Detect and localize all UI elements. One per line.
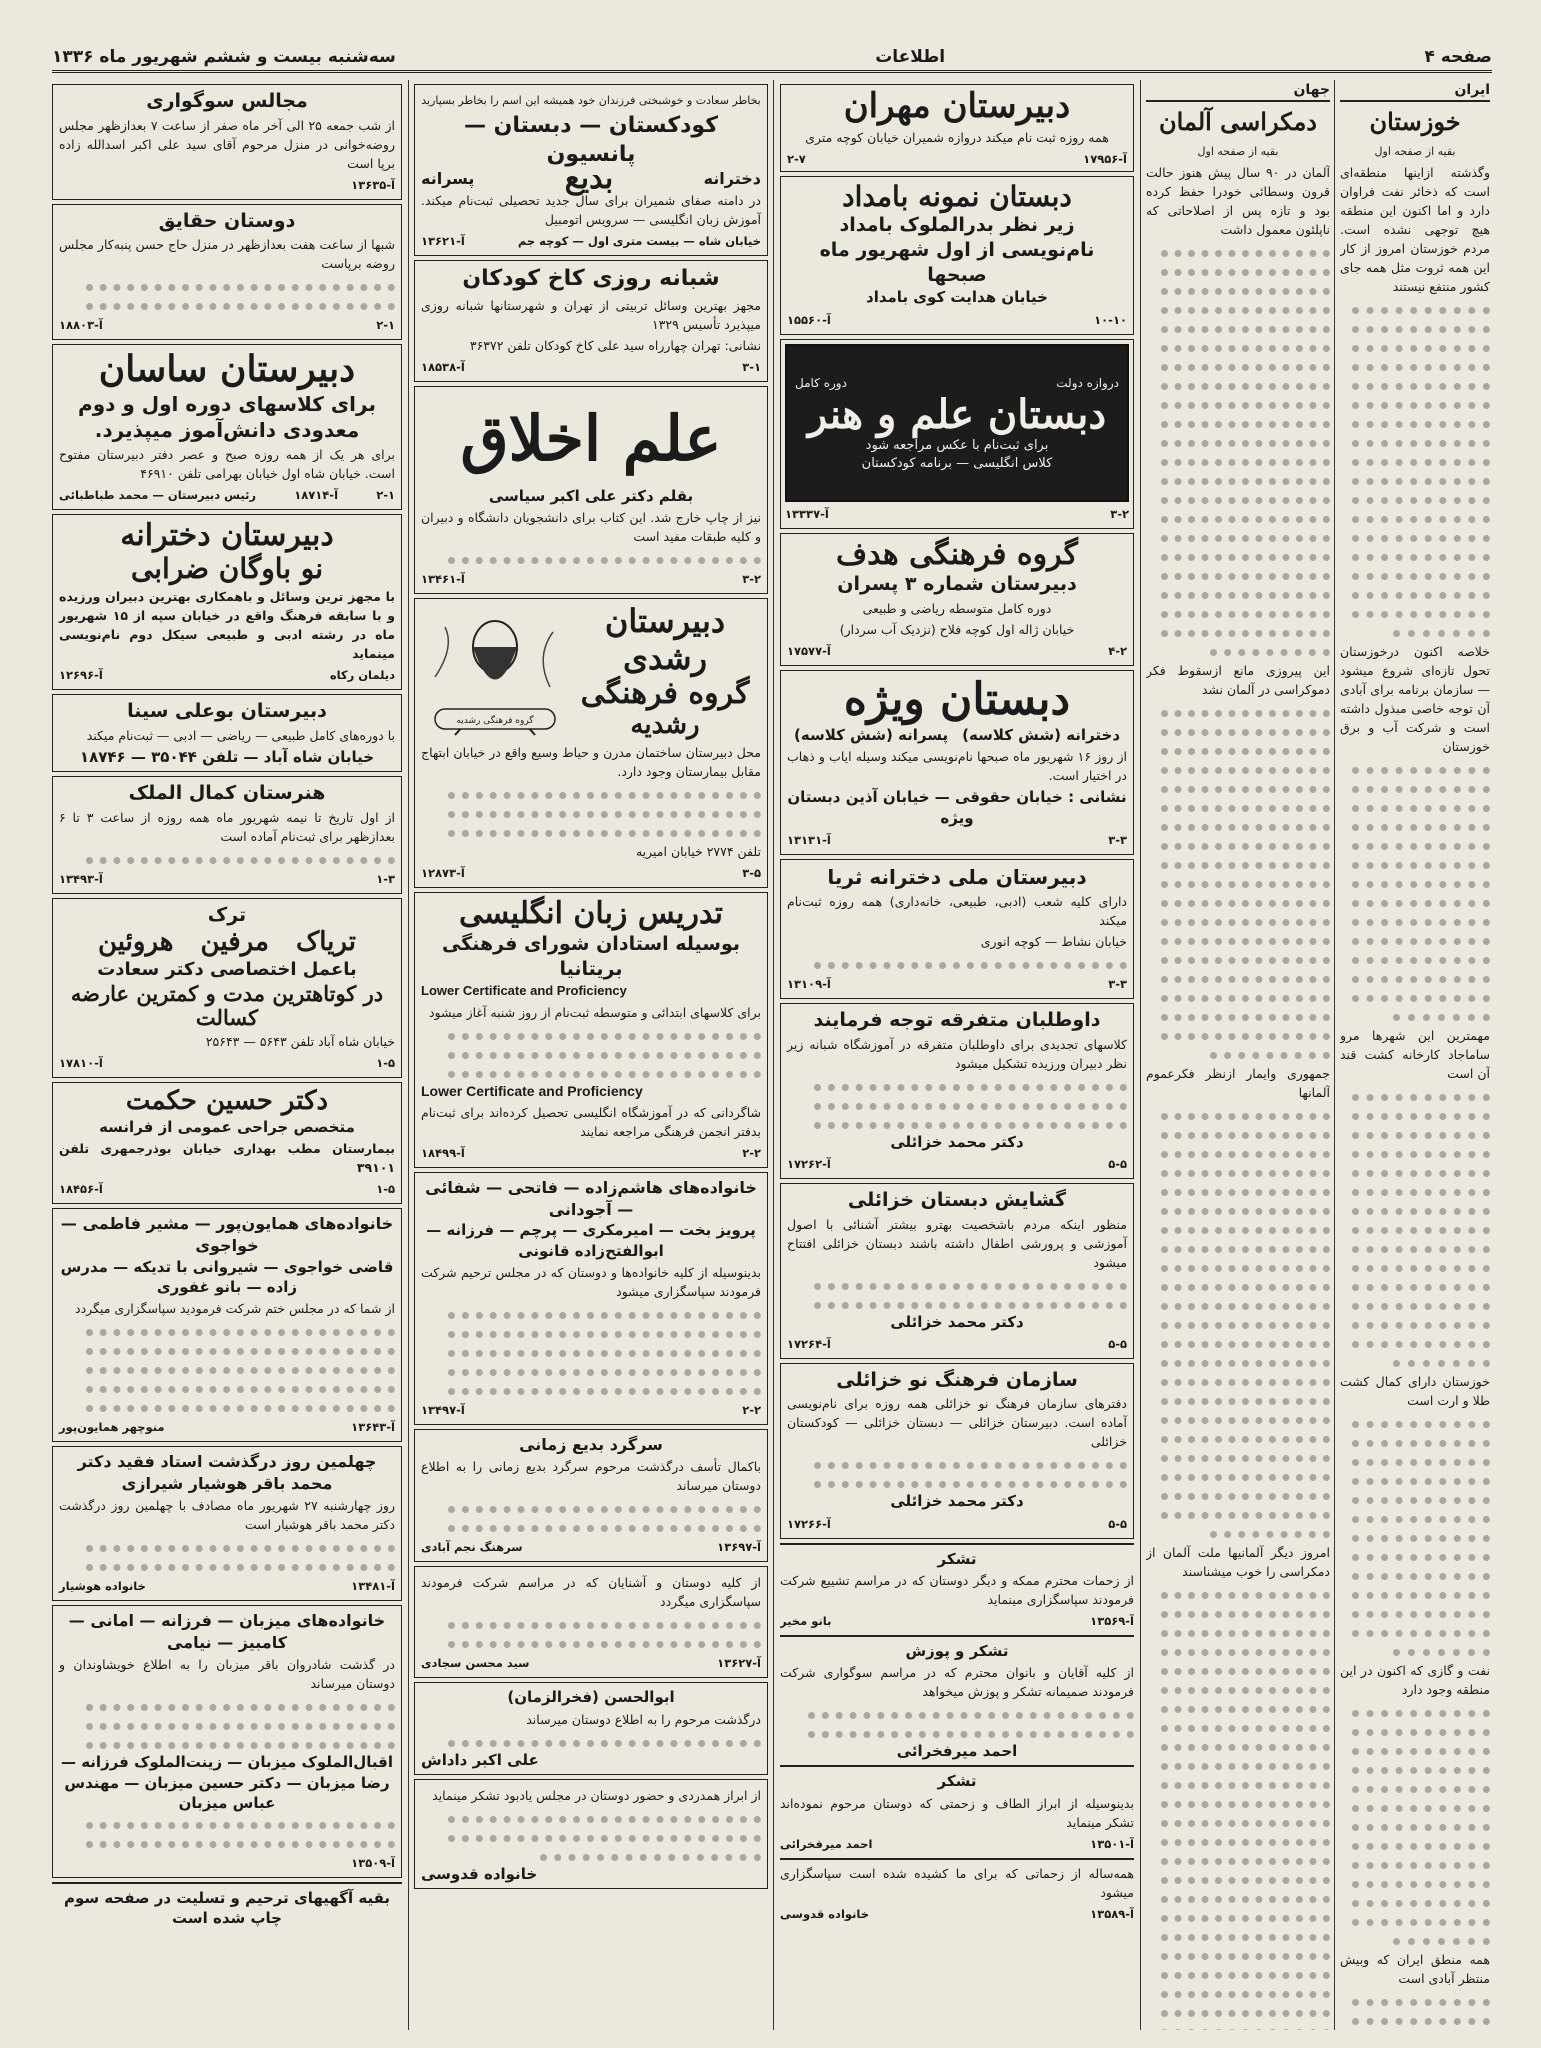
notice-ref: آ-۱۳۵۶۹ bbox=[1090, 1613, 1134, 1628]
article-text: خوزستان دارای کمال کشت طلا و ارت است bbox=[1340, 1373, 1490, 1408]
ad-subtitle: زیر نظر بدرالملوک بامداد bbox=[839, 214, 1075, 237]
notice-title: خانواده‌های همایون‌پور — مشیر فاطمی — خواجوی bbox=[60, 1214, 394, 1255]
ad-address: خیابان شاه آباد — تلفن ۳۵۰۴۴ — ۱۸۷۴۶ bbox=[79, 748, 375, 767]
ad-text: منظور اینکه مردم باشخصیت بهترو بیشتر آشنائی با اصول آموزشی و پرورشی اطفال داشته باشند دبستان خزائلی افتتاح میشود bbox=[787, 1216, 1127, 1270]
ad-code: ۵-۵ bbox=[1108, 1336, 1127, 1351]
article-continued: بقیه از صفحه اول bbox=[1374, 144, 1456, 158]
ad-ref: آ-۱۳۳۳۷ bbox=[785, 506, 829, 521]
notice-thanks-2 bbox=[780, 1771, 1134, 1853]
page-number: صفحه ۴ bbox=[1424, 47, 1492, 67]
ad-signature: دکتر محمد خزائلی bbox=[890, 1132, 1024, 1151]
column-divider bbox=[1140, 80, 1141, 2030]
ad-text: با دوره‌های کامل طبیعی — ریاضی — ادبی — ثبت‌نام میکند bbox=[86, 728, 395, 744]
ad-khazaeli-opening bbox=[780, 1183, 1134, 1359]
ad-latin-text: Lower Certificate and Proficiency bbox=[421, 1083, 643, 1100]
notice-ref: آ-۱۳۴۸۱ bbox=[351, 1579, 395, 1594]
ad-line: برای کلاسهای دوره اول و دوم bbox=[78, 391, 376, 416]
ad-address: تلفن ۲۷۷۴ خیابان امیریه bbox=[635, 844, 761, 860]
ad-roshdi-school bbox=[414, 598, 768, 888]
notice-thanks bbox=[780, 1549, 1134, 1631]
ad-brand: بدیع bbox=[564, 161, 614, 197]
ad-title: گشایش دبستان خزائلی bbox=[847, 1188, 1067, 1211]
article-text: وگذشته ازاینها منطقه‌ای است که ذخائر نفت فراوان دارد و اما اکنون این منطقه هیچ توجهی نشده است. مردم خوزستان امروز از کار این همه ثروت مثل همه جای کشور منتفع نیستند bbox=[1340, 164, 1490, 294]
notice-ref: آ-۱۳۵۸۹ bbox=[1090, 1906, 1134, 1921]
ad-line: نام‌نویسی از اول شهریور ماه صبحها bbox=[819, 238, 1095, 286]
ad-text: دوره کامل متوسطه ریاضی و طبیعی bbox=[862, 600, 1052, 616]
ad-text: از اول تاریخ تا نیمه شهریور ماه همه روزه از ساعت ۳ تا ۶ بعدازظهر برای ثبت‌نام آماده است bbox=[59, 810, 396, 845]
notice-title: تشکر bbox=[937, 1549, 977, 1568]
ad-ref: آ-۱۷۲۶۶ bbox=[787, 1516, 831, 1531]
ad-sasan-school bbox=[52, 344, 402, 509]
notice-title: مجالس سوگواری bbox=[146, 90, 308, 112]
ad-code: ۳-۲ bbox=[1110, 506, 1129, 521]
ad-author: بقلم دکتر علی اکبر سیاسی bbox=[488, 487, 694, 506]
notice-title: خانواده‌های میزبان — فرزانه — امانی — کامبیز — نیامی bbox=[68, 1611, 386, 1652]
ad-title: هنرستان کمال الملک bbox=[128, 782, 326, 805]
notice-text: همه‌ساله از زحماتی که برای ما کشیده شده است سپاسگزاری میشود bbox=[780, 1865, 1134, 1900]
notice-title: سرگرد بدیع زمانی bbox=[519, 1434, 663, 1454]
column-world bbox=[1146, 80, 1330, 2030]
notice-ref: آ-۱۳۵۰۹ bbox=[351, 1856, 395, 1871]
footer-note: بقیه آگهیهای ترحیم و تسلیت در صفحه سوم چاپ شده است bbox=[63, 1889, 391, 1928]
ad-ref: آ-۱۷۲۶۲ bbox=[787, 1156, 831, 1171]
ad-items: تریاک مرفین هروئین bbox=[98, 926, 356, 957]
notice-hooshyar-memorial bbox=[52, 1446, 402, 1601]
notice-ref: آ-۱۳۶۴۳ bbox=[351, 1420, 395, 1435]
ad-ref: آ-۱۳۶۲۱ bbox=[421, 234, 465, 249]
ad-code: ۳-۱ bbox=[742, 359, 761, 374]
issue-date: سه‌شنبه بیست و ششم شهریور ماه ۱۳۳۶ bbox=[52, 47, 396, 67]
article-text: خلاصه اکنون درخوزستان تحول تازه‌ای شروع میشود — سازمان برنامه برای آبادی آن توجه خاصی مبذول داشته است و شرکت آب و برق خوزستان bbox=[1340, 643, 1490, 754]
ad-address: نشانی : خیابان حقوقی — خیابان آذین دبستان ویژه bbox=[787, 788, 1127, 827]
notice-homayounpour-families bbox=[52, 1208, 402, 1442]
notice-code: ۲-۱ bbox=[376, 318, 395, 333]
ad-code: دیلمان رکاه bbox=[329, 668, 395, 683]
ad-code: ۲-۲ bbox=[742, 1146, 761, 1161]
ad-vijeh-school bbox=[780, 670, 1134, 855]
ad-ref: آ-۱۵۵۶۰ bbox=[787, 312, 831, 327]
ad-title: کودکستان — دبستان — پانسیون bbox=[463, 113, 718, 167]
column-ads-c bbox=[414, 80, 768, 2030]
portrait-illustration bbox=[425, 607, 565, 737]
notice-thanks-3 bbox=[780, 1864, 1134, 1924]
ad-soraya-school bbox=[780, 859, 1134, 999]
notice-ref: آ-۱۳۶۹۷ bbox=[717, 1540, 761, 1555]
ad-line: دخترانه bbox=[703, 169, 761, 189]
notice-names: اقبال‌الملوک میزبان — زینت‌الملوک فرزانه — رضا میزبان — دکتر حسین میزبان — مهندس عباس میزبان bbox=[60, 1753, 393, 1812]
ad-title: ترک bbox=[207, 904, 247, 927]
ad-candidates-notice bbox=[780, 1003, 1134, 1179]
ad-code: ۱۰-۱۰ bbox=[1094, 312, 1127, 327]
notice-names: پرویز بخت — امیرمکری — پرچم — فرزانه — ابوالفتح‌زاده قانونی bbox=[426, 1221, 756, 1260]
notice-title: تشکر و پوزش bbox=[905, 1641, 1009, 1660]
notice-title: دوستان حقایق bbox=[158, 209, 296, 232]
ad-code: ۵-۵ bbox=[1108, 1516, 1127, 1531]
article-title: خوزستان bbox=[1369, 107, 1461, 136]
ad-ref: آ-۱۲۸۷۳ bbox=[421, 866, 465, 881]
column-ads-b bbox=[780, 80, 1134, 2030]
ad-text: شاگردانی که در آموزشگاه انگلیسی تحصیل کرده‌اند برای ثبت‌نام بدفتر انجمن فرهنگی مراجعه نمایند bbox=[421, 1105, 761, 1140]
ad-line: کلاس انگلیسی — برنامه کودکستان bbox=[861, 455, 1053, 471]
notice-text: درگذشت مرحوم را به اطلاع دوستان میرساند bbox=[526, 1711, 761, 1727]
ad-ref: آ-۱۸۴۹۹ bbox=[421, 1146, 465, 1161]
column-divider bbox=[773, 80, 774, 2030]
ad-ref: آ-۱۸۴۵۶ bbox=[59, 1182, 103, 1197]
ad-line: معدودی دانش‌آموز میپذیرد. bbox=[94, 417, 360, 442]
ad-title: گروه فرهنگی هدف bbox=[836, 536, 1078, 572]
ad-text: از روز ۱۶ شهریور ماه صبحها نام‌نویسی میکند وسیله ایاب و ذهاب در اختیار است. bbox=[787, 749, 1127, 784]
ad-text: محل دبیرستان ساختمان مدرن و حیاط وسیع واقع در خیابان ابتهاج مقابل بیمارستان وجود دارد. bbox=[421, 745, 761, 780]
section-label: ایران bbox=[1340, 80, 1490, 102]
notice-signature: بانو مخیر bbox=[780, 1613, 832, 1628]
ad-title: علم اخلاق bbox=[460, 401, 722, 475]
ad-signature: دکتر محمد خزائلی bbox=[890, 1312, 1024, 1331]
ad-code: ۲-۱ bbox=[376, 487, 395, 502]
ad-title: تدریس زبان انگلیسی bbox=[458, 896, 724, 932]
article-text: مهمترین این شهرها مرو ساماجاد کارخانه کشت قند آن است bbox=[1340, 1027, 1490, 1081]
ad-code: ۱-۵ bbox=[376, 1056, 395, 1071]
ad-text: دارای کلیه شعب (ادبی، طبیعی، خانه‌داری) همه روزه ثبت‌نام میکند bbox=[787, 893, 1127, 928]
notice-text: بدینوسیله از کلیه خانواده‌ها و دوستان که در مجلس ترحیم شرکت فرمودند سپاسگزاری میشود bbox=[421, 1264, 761, 1299]
notice-title: ابوالحسن (فخرالزمان) bbox=[507, 1688, 675, 1707]
ad-title: دبستان ویژه bbox=[843, 673, 1071, 725]
ad-title: دبیرستان ساسان bbox=[98, 348, 356, 391]
ad-subtitle: بوسیله استادان شورای فرهنگی بریتانیا bbox=[441, 932, 741, 980]
article-text: آلمان در ۹۰ سال پیش هنوز حالت قرون وسطائی خودرا حفظ کرده بود و تازه پس از اصلاحاتی که ناپلئون معمول داشت bbox=[1146, 164, 1330, 237]
ad-address: نشانی: تهران چهارراه سید علی کاخ کودکان تلفن ۳۶۳۷۲ bbox=[469, 337, 761, 353]
notice-text: باکمال تأسف درگذشت مرحوم سرگرد بدیع زمانی را به اطلاع دوستان میرساند bbox=[421, 1459, 761, 1494]
article-text: این پیروزی مانع ازسقوط فکر دموکراسی در آلمان نشد bbox=[1146, 662, 1330, 697]
newspaper-name: اطلاعات bbox=[875, 47, 946, 67]
column-ads-d bbox=[52, 80, 402, 2030]
ad-dr-hekmat bbox=[52, 1082, 402, 1204]
notice-ref: آ-۱۳۵۰۱ bbox=[1090, 1836, 1134, 1851]
ad-address: خیابان شاه — بیست متری اول — کوچه جم bbox=[517, 234, 761, 249]
notice-code: ۲-۲ bbox=[742, 1402, 761, 1417]
ad-address: خیابان ژاله اول کوچه فلاح (نزدیک آب سردار) bbox=[839, 621, 1075, 637]
notice-text: از کلیه آقایان و بانوان محترم که در مراسم سوگواری شرکت فرمودند صمیمانه تشکر و پوزش میخواهد bbox=[780, 1665, 1134, 1700]
ad-code: ۳-۳ bbox=[1108, 976, 1127, 991]
ad-book-ethics bbox=[414, 386, 768, 595]
ad-kakh-koodakan bbox=[414, 260, 768, 382]
notice-text: از زحمات محترم ممکه و دیگر دوستان که در مراسم تشییع شرکت فرمودند سپاسگزاری مینماید bbox=[780, 1572, 1134, 1607]
ad-title: دبیرستان دخترانه bbox=[120, 517, 334, 553]
ad-code: ۳-۲ bbox=[742, 572, 761, 587]
ad-subtitle: دبیرستان شماره ۳ پسران bbox=[837, 573, 1077, 596]
ad-code: ۳-۳ bbox=[1108, 832, 1127, 847]
ad-code: ۳-۵ bbox=[742, 866, 761, 881]
notice-ref: آ-۱۳۶۲۷ bbox=[717, 1656, 761, 1671]
ad-title: دبیرستان ملی دخترانه ثریا bbox=[827, 864, 1087, 889]
notice-text: شبها از ساعت هفت بعدازظهر در منزل حاج حسن پنبه‌کار مجلس روضه برپاست bbox=[59, 237, 395, 272]
column-divider bbox=[1334, 80, 1335, 2030]
notice-badizamani bbox=[414, 1429, 768, 1563]
notice-names: قاضی خواجوی — شیروانی با تدیکه — مدرس زاده — بانو غفوری bbox=[60, 1257, 394, 1296]
ad-zarrabi-girls-school bbox=[52, 514, 402, 691]
ad-code: ۱-۵ bbox=[376, 1182, 395, 1197]
ad-subtitle: رشدیه bbox=[630, 710, 700, 741]
notice-signature: احمد میرفخرائی bbox=[896, 1742, 1018, 1761]
ad-address: خیابان هدایت کوی بامداد bbox=[866, 288, 1048, 307]
ad-headline: در کوتاهترین مدت و کمترین عارضه کسالت bbox=[70, 980, 384, 1031]
notice-signature: منوچهر همایون‌پور bbox=[59, 1420, 165, 1435]
ad-title: دبیرستان مهران bbox=[843, 86, 1071, 126]
ad-ref: آ-۱۳۱۳۱ bbox=[787, 832, 831, 847]
ad-title: سازمان فرهنگ نو خزائلی bbox=[836, 1368, 1078, 1391]
ad-latin-text: Lower Certificate and Proficiency bbox=[421, 983, 627, 999]
ad-side-text: دوره کامل bbox=[795, 375, 847, 390]
notice-signature: سرهنگ نجم آبادی bbox=[421, 1540, 523, 1555]
ad-text: مجهز بهترین وسائل تربیتی از تهران و شهرستانها شبانه روزی میپذیرد تأسیس ۱۳۲۹ bbox=[421, 297, 761, 332]
notice-signature: خانواده قدوسی bbox=[780, 1906, 870, 1921]
notice-ref: آ-۱۸۸۰۳ bbox=[59, 318, 103, 333]
notice-text: از کلیه دوستان و آشنایان که در مراسم شرکت فرمودند سپاسگزاری میگردد bbox=[421, 1575, 761, 1610]
article-text: نفت و گازی که اکنون در این منطقه وجود دارد bbox=[1340, 1662, 1490, 1697]
ad-line: پسرانه bbox=[421, 169, 475, 189]
ad-line: پسرانه (شش کلاسه) bbox=[794, 726, 949, 745]
ad-title: داوطلبان متفرقه توجه فرمایند bbox=[813, 1008, 1101, 1031]
ad-title: دکتر حسین حکمت bbox=[125, 1086, 329, 1117]
article-continued: بقیه از صفحه اول bbox=[1197, 144, 1279, 158]
column-iran bbox=[1340, 80, 1490, 2030]
notice-ghodsi bbox=[414, 1779, 768, 1889]
ad-ref: آ-۱۳۱۰۹ bbox=[787, 976, 831, 991]
notice-signature: خانواده هوشیار bbox=[59, 1579, 146, 1594]
notice-ref: آ-۱۳۶۳۵ bbox=[351, 177, 395, 192]
ad-code: ۵-۵ bbox=[1108, 1156, 1127, 1171]
ad-addiction-treatment bbox=[52, 898, 402, 1078]
ad-code: ۴-۲ bbox=[1108, 643, 1127, 658]
ad-ref: آ-۱۸۷۱۴ bbox=[294, 487, 339, 502]
article-text: جمهوری وایمار ازنظر فکرعموم آلمانها bbox=[1146, 1065, 1330, 1100]
ad-top-line: بخاطر سعادت و خوشبختی فرزندان خود همیشه این اسم را بخاطر بسپارید bbox=[421, 94, 761, 107]
notice-text: از ابراز همدردی و حضور دوستان در مجلس یادبود تشکر مینماید bbox=[432, 1787, 761, 1803]
ad-english-teaching bbox=[414, 892, 768, 1168]
notice-title: خانواده‌های هاشم‌زاده — فاتحی — شفائی — آجودانی bbox=[425, 1178, 757, 1219]
article-title: دمکراسی آلمان bbox=[1159, 107, 1317, 136]
notice-title: چهلمین روز درگذشت استاد فقید دکتر محمد باقر هوشیار شیرازی bbox=[77, 1452, 377, 1493]
ad-bamdad-school bbox=[780, 176, 1134, 335]
ad-text: نیز از چاپ خارج شد. این کتاب برای دانشجویان دانشگاه و دبیران و کلیه طبقات مفید است bbox=[421, 510, 761, 545]
ad-text: برای کلاسهای ابتدائی و متوسطه ثبت‌نام از روز شنبه آغاز میشود bbox=[428, 1005, 761, 1021]
ad-code: ۲-۷ bbox=[787, 152, 806, 167]
ad-line: دخترانه (شش کلاسه) bbox=[962, 726, 1121, 745]
ad-text: برای هر یک از همه روزه صبح و عصر دفتر دبیرستان مفتوح است. خیابان شاه اول خیابان بهرامی تلفن ۴۶۹۱۰ bbox=[59, 446, 395, 481]
ad-ref: آ-۱۷۸۱۰ bbox=[59, 1056, 103, 1071]
ad-subtitle: باعمل اختصاصی دکتر سعادت bbox=[97, 958, 357, 980]
ad-title: دبستان علم و هنر bbox=[807, 390, 1107, 438]
ad-bu-ali-sina-school bbox=[52, 694, 402, 772]
ad-signature: دکتر محمد خزائلی bbox=[890, 1492, 1024, 1511]
notice-text: در گذشت شادروان باقر میزبان را به اطلاع خویشاوندان و دوستان میرساند bbox=[59, 1657, 395, 1692]
notice-fakhrozaman bbox=[414, 1682, 768, 1775]
notice-signature: سید محسن سجادی bbox=[421, 1656, 530, 1671]
ad-code: ۱-۳ bbox=[376, 872, 395, 887]
notice-mizban-families bbox=[52, 1605, 402, 1878]
ad-ref: آ-۱۷۵۷۷ bbox=[787, 643, 831, 658]
ad-title: دبیرستان بوعلی سینا bbox=[127, 700, 327, 723]
ad-text: بیمارستان مطب بهداری خیابان بوذرجمهری تلفن ۳۹۱۰۱ bbox=[59, 1141, 395, 1176]
ad-badie-school bbox=[414, 84, 768, 256]
notice-text: از شب جمعه ۲۵ الی آخر ماه صفر از ساعت ۷ بعدازظهر مجلس روضه‌خوانی در منزل مرحوم آقای سید علی اکبر اسدالله زاده برپا است bbox=[59, 117, 395, 171]
ad-hadaf-group bbox=[780, 533, 1134, 666]
notice-text: از شما که در مجلس ختم شرکت فرمودید سپاسگزاری میگردد bbox=[75, 1301, 395, 1317]
notice-signature: احمد میرفخرائی bbox=[780, 1836, 873, 1851]
ad-subtitle: نو باوگان ضرابی bbox=[130, 552, 324, 586]
ad-ref: آ-۱۷۹۵۶ bbox=[1083, 152, 1127, 167]
ad-text: با مجهز ترین وسائل و باهمکاری بهترین دبیران ورزیده و با سابقه فرهنگ واقع در خیابان سپه از ۱۵ شهریور ماه در رشته ادبی و طبیعی سیکل دوم نام‌نویسی مینماید bbox=[59, 589, 395, 662]
notice-mourning-gatherings bbox=[52, 84, 402, 200]
ad-title: شبانه روزی کاخ کودکان bbox=[462, 266, 720, 292]
ad-title: دبیرستان رشدی bbox=[604, 602, 726, 678]
ad-ref: آ-۱۷۲۶۴ bbox=[787, 1336, 831, 1351]
column-divider bbox=[408, 80, 409, 2030]
ad-address: خیابان نشاط — کوچه انوری bbox=[980, 933, 1127, 949]
notice-title: تشکر bbox=[937, 1772, 977, 1791]
notice-sajjadi bbox=[414, 1566, 768, 1678]
ad-subtitle: گروه فرهنگی bbox=[580, 675, 750, 711]
ad-ref: آ-۱۳۴۹۳ bbox=[59, 872, 103, 887]
notice-signature: علی اکبر داداش bbox=[421, 1750, 539, 1769]
ad-signature: رئیس دبیرستان — محمد طباطبائی bbox=[59, 487, 257, 502]
page-header bbox=[52, 44, 1492, 73]
ad-farhang-no bbox=[780, 1363, 1134, 1539]
ad-text: کلاسهای تجدیدی برای داوطلبان متفرقه در آموزشگاه شبانه زیر نظر دبیران ورزیده تشکیل میشود bbox=[787, 1036, 1127, 1071]
ad-text: دفترهای سازمان فرهنگ نو خزائلی همه روزه برای نام‌نویسی آماده است. دبیرستان خزائلی — دبستان خزائلی — کودکستان خزائلی bbox=[787, 1396, 1127, 1450]
ad-title: دبستان نمونه بامداد bbox=[842, 180, 1072, 214]
notice-hashemzadeh-families bbox=[414, 1172, 768, 1425]
ad-ref: آ-۱۸۵۳۸ bbox=[421, 359, 465, 374]
article-text: همه منطق ایران که وبیش منتظر آبادی است bbox=[1340, 1951, 1490, 1986]
notice-text: روز چهارشنبه ۲۷ شهریور ماه مصادف با چهلمین روز درگذشت دکتر محمد باقر هوشیار است bbox=[59, 1498, 395, 1533]
ad-text: همه روزه ثبت نام میکند دروازه شمیران خیابان کوچه متری bbox=[805, 130, 1109, 146]
ad-kamal-ol-molk bbox=[52, 776, 402, 894]
ad-elm-o-honar bbox=[780, 339, 1134, 529]
ad-ref: آ-۱۲۶۹۶ bbox=[59, 668, 103, 683]
ad-mehran-school bbox=[780, 84, 1134, 172]
ad-text: در دامنه صفای شمیران برای سال جدید تحصیلی ثبت‌نام میکند. آموزش زبان انگلیسی — سرویس اتومبیل bbox=[421, 193, 761, 228]
section-label: جهان bbox=[1146, 80, 1330, 102]
notice-dustan-haghayegh bbox=[52, 204, 402, 341]
ad-text: خیابان شاه آباد تلفن ۵۶۴۳ — ۲۵۶۴۳ bbox=[205, 1034, 395, 1050]
notice-thanks-apology bbox=[780, 1641, 1134, 1762]
notice-text: بدینوسیله از ابراز الطاف و زحمتی که دوستان مرحوم نموده‌اند تشکر مینماید bbox=[780, 1795, 1134, 1830]
notice-signature: خانواده قدوسی bbox=[421, 1864, 538, 1883]
badge-text: گروه فرهنگی رشدیه bbox=[456, 716, 534, 727]
article-text: امروز دیگر آلمانیها ملت آلمان از دمکراسی را خوب میشناسند bbox=[1146, 1544, 1330, 1579]
ad-side-text: دروازه دولت bbox=[1056, 375, 1119, 390]
ad-line: برای ثبت‌نام با عکس مراجعه شود bbox=[865, 437, 1049, 453]
notice-ref: آ-۱۳۴۹۷ bbox=[421, 1402, 465, 1417]
ad-subtitle: متخصص جراحی عمومی از فرانسه bbox=[99, 1118, 355, 1137]
ad-ref: آ-۱۳۴۶۱ bbox=[421, 572, 465, 587]
